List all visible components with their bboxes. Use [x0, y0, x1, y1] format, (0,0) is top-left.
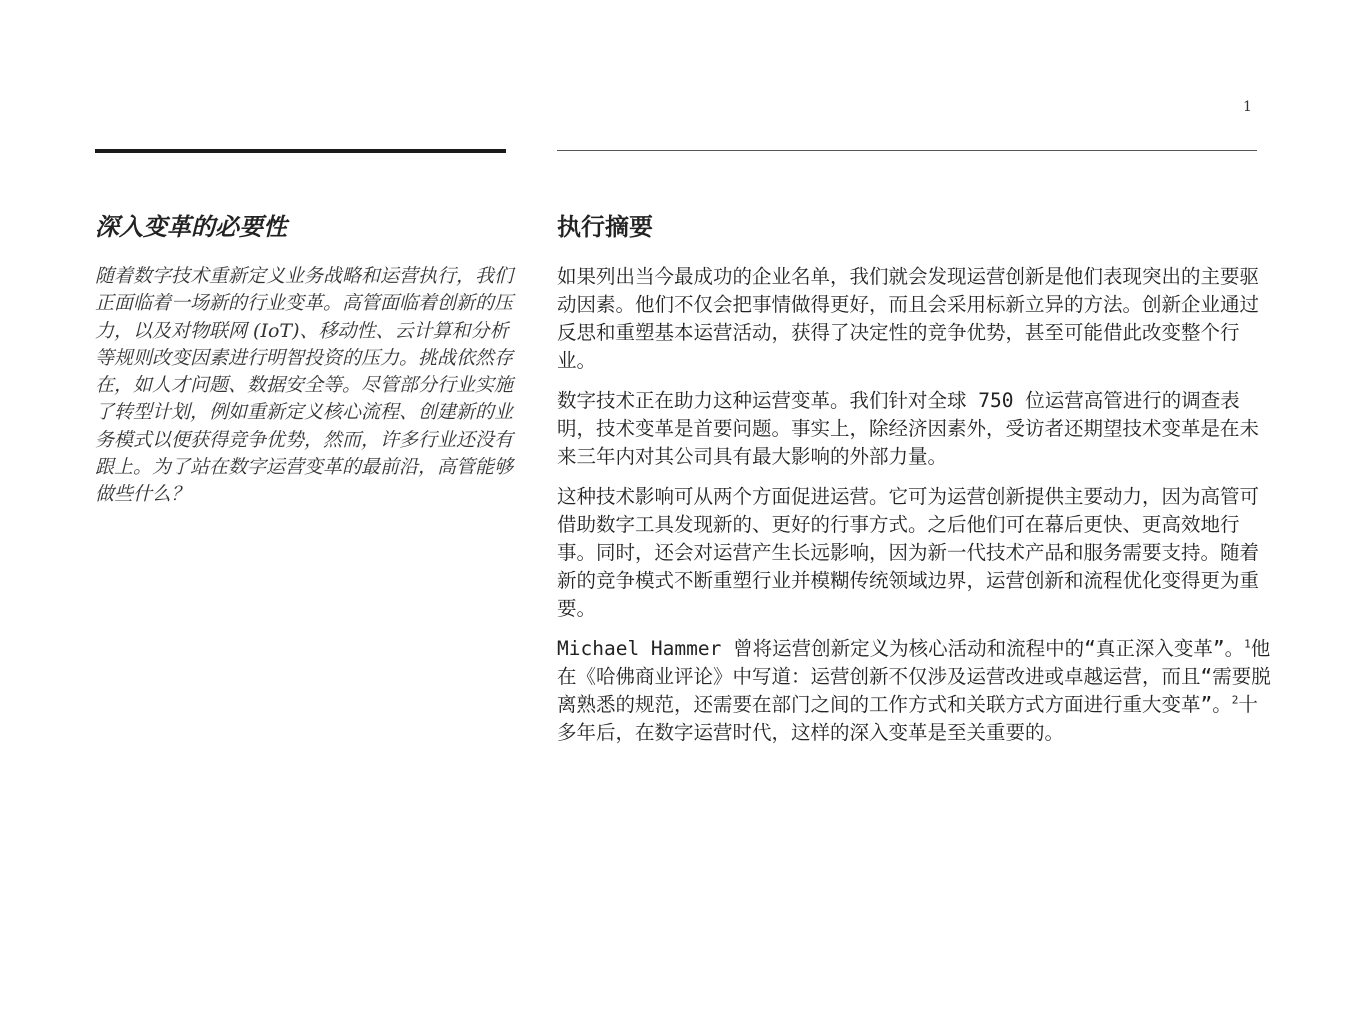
- body-paragraph-4-part-1: Michael Hammer 曾将运营创新定义为核心活动和流程中的“真正深入变革”。: [557, 637, 1245, 660]
- footnote-marker-1: 1: [1244, 637, 1251, 651]
- left-column: [95, 211, 515, 509]
- intro-paragraph: 随着数字技术重新定义业务战略和运营执行，我们正面临着一场新的行业变革。高管面临着创新的压力，以及对物联网 (IoT)、移动性、云计算和分析等规则改变因素进行明智投资的压力。挑战依然存在，如人才问题、数据安全等。尽管部分行业实施了转型计划，例如重新定义核心流程、创建新的业务模式以便获得竞争优势，然而，许多行业还没有跟上。为了站在数字运营变革的最前沿，高管能够做些什么？: [95, 265, 514, 506]
- body-paragraph-4: [557, 635, 1272, 747]
- body-paragraph-1: 如果列出当今最成功的企业名单，我们就会发现运营创新是他们表现突出的主要驱动因素。他们不仅会把事情做得更好，而且会采用标新立异的方法。创新企业通过反思和重塑基本运营活动，获得了决定性的竞争优势，甚至可能借此改变整个行业。: [557, 265, 1260, 372]
- body-paragraph-4-part-2: 他在《哈佛商业评论》中写道：运营创新不仅涉及运营改进或卓越运营，而且“需要脱离熟悉的规范，还需要在部门之间的工作方式和关联方式方面进行重大变革”。: [557, 637, 1271, 716]
- left-column-rule: [95, 149, 506, 153]
- footnote-marker-2: 2: [1231, 693, 1239, 707]
- right-column-rule: [557, 150, 1257, 151]
- left-column-heading: 深入变革的必要性: [95, 212, 287, 241]
- right-column: [557, 211, 1272, 747]
- page-number: 1: [1243, 99, 1252, 115]
- body-paragraph-2: 数字技术正在助力这种运营变革。我们针对全球 750 位运营高管进行的调查表明，技术变革是首要问题。事实上，除经济因素外，受访者还期望技术变革是在未来三年内对其公司具有最大影响的外部力量。: [557, 389, 1260, 468]
- body-paragraph-4-part-3: 十多年后，在数字运营时代，这样的深入变革是至关重要的。: [557, 693, 1258, 744]
- executive-summary-heading: 执行摘要: [557, 213, 653, 241]
- body-paragraph-3: 这种技术影响可从两个方面促进运营。它可为运营创新提供主要动力，因为高管可借助数字工具发现新的、更好的行事方式。之后他们可在幕后更快、更高效地行事。同时，还会对运营产生长远影响，因为新一代技术产品和服务需要支持。随着新的竞争模式不断重塑行业并模糊传统领域边界，运营创新和流程优化变得更为重要。: [557, 485, 1260, 620]
